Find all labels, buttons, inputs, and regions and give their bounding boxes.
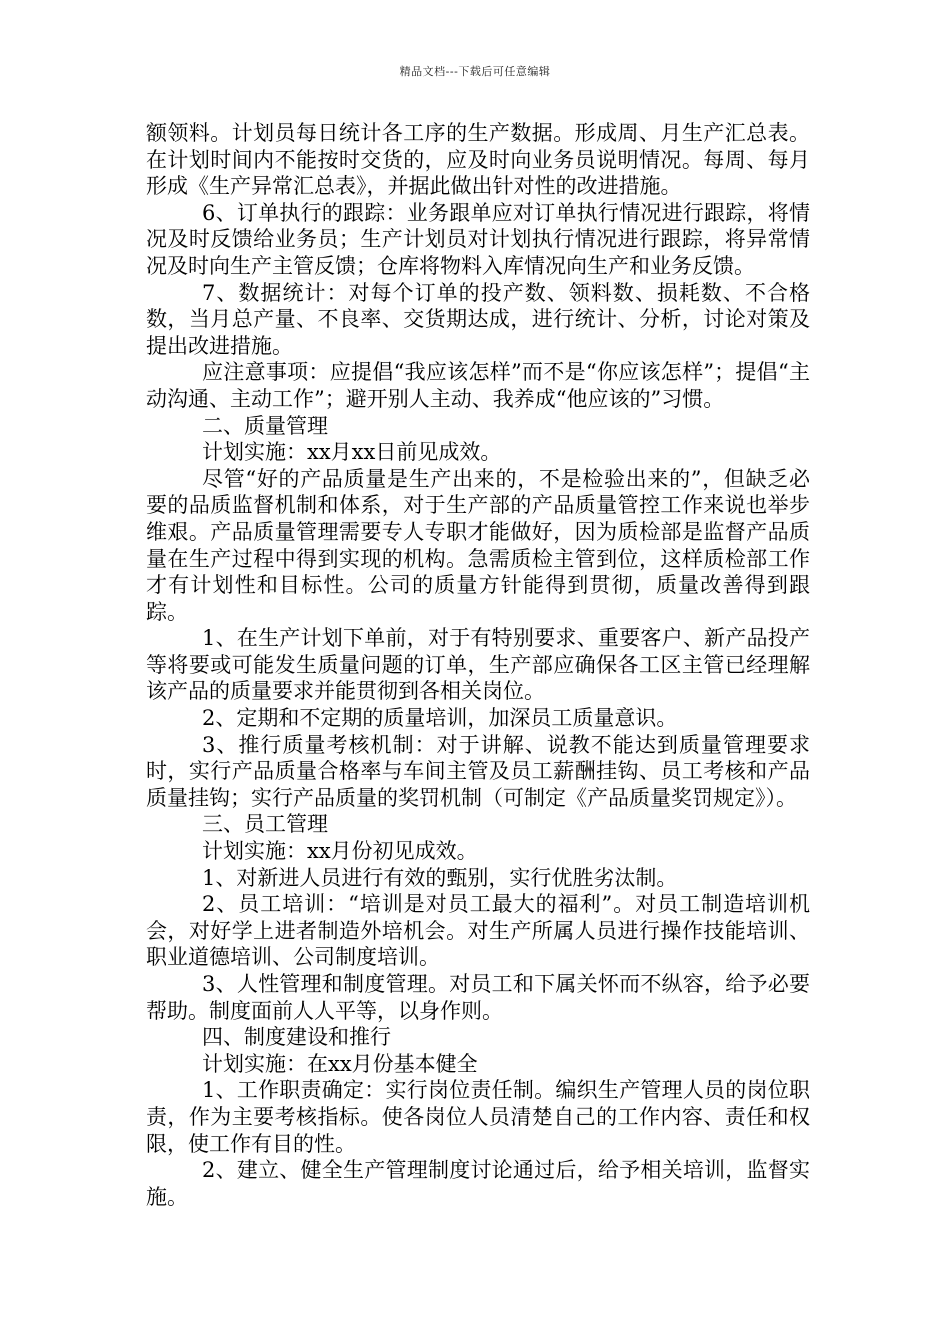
paragraph: 尽管“好的产品质量是生产出来的，不是检验出来的”，但缺乏必要的品质监督机制和体系，对于生产部的产品质量管控工作来说也举步维艰。产品质量管理需要专人专职才能做好，因为质检部是监督产品质量在生产过程中得到实现的机构。急需质检主管到位，这样质检部工作才有计划性和目标性。公司的质量方针能得到贯彻，质量改善得到跟踪。 — [146, 466, 810, 624]
page-header: 精品文档---下载后可任意编辑 — [399, 65, 551, 78]
paragraph: 1、对新进人员进行有效的甄别，实行优胜劣汰制。 — [202, 865, 678, 890]
paragraph: 1、在生产计划下单前，对于有特别要求、重要客户、新产品投产等将要或可能发生质量问题的订单，生产部应确保各工区主管已经理解该产品的质量要求并能贯彻到各相关岗位。 — [146, 626, 810, 704]
section-heading: 二、质量管理 — [202, 413, 328, 438]
paragraph: 7、数据统计：对每个订单的投产数、领料数、损耗数、不合格数，当月总产量、不良率、交货期达成，进行统计、分析，讨论对策及提出改进措施。 — [146, 280, 810, 358]
paragraph: 计划实施：xx月xx日前见成效。 — [202, 440, 502, 465]
paragraph: 额领料。计划员每日统计各工序的生产数据。形成周、月生产汇总表。在计划时间内不能按时交货的，应及时向业务员说明情况。每周、每月形成《生产异常汇总表》，并据此做出针对性的改进措施。 — [146, 121, 810, 199]
paragraph: 计划实施：xx月份初见成效。 — [202, 839, 478, 864]
section-heading: 三、员工管理 — [202, 812, 328, 837]
paragraph: 3、人性管理和制度管理。对员工和下属关怀而不纵容，给予必要帮助。制度面前人人平等，以身作则。 — [146, 972, 810, 1023]
paragraph: 应注意事项：应提倡“我应该怎样”而不是“你应该怎样”；提倡“主动沟通、主动工作”；避开别人主动、我养成“他应该的”习惯。 — [146, 360, 810, 411]
paragraph: 1、工作职责确定：实行岗位责任制。编织生产管理人员的岗位职责，作为主要考核指标。使各岗位人员清楚自己的工作内容、责任和权限，使工作有目的性。 — [146, 1078, 810, 1156]
section-heading: 四、制度建设和推行 — [202, 1025, 391, 1050]
paragraph: 6、订单执行的跟踪：业务跟单应对订单执行情况进行跟踪，将情况及时反馈给业务员；生产计划员对计划执行情况进行跟踪，将异常情况及时向生产主管反馈；仓库将物料入库情况向生产和业务反馈。 — [146, 200, 810, 278]
paragraph: 2、建立、健全生产管理制度讨论通过后，给予相关培训，监督实施。 — [146, 1158, 810, 1209]
document-body — [146, 120, 810, 1210]
paragraph: 2、员工培训：“培训是对员工最大的福利”。对员工制造培训机会，对好学上进者制造外培机会。对生产所属人员进行操作技能培训、职业道德培训、公司制度培训。 — [146, 892, 810, 970]
paragraph: 计划实施：在xx月份基本健全 — [202, 1051, 478, 1076]
paragraph: 2、定期和不定期的质量培训，加深员工质量意识。 — [202, 706, 678, 731]
paragraph: 3、推行质量考核机制：对于讲解、说教不能达到质量管理要求时，实行产品质量合格率与车间主管及员工薪酬挂钩、员工考核和产品质量挂钩；实行产品质量的奖罚机制（可制定《产品质量奖罚规定》）。 — [146, 732, 810, 810]
